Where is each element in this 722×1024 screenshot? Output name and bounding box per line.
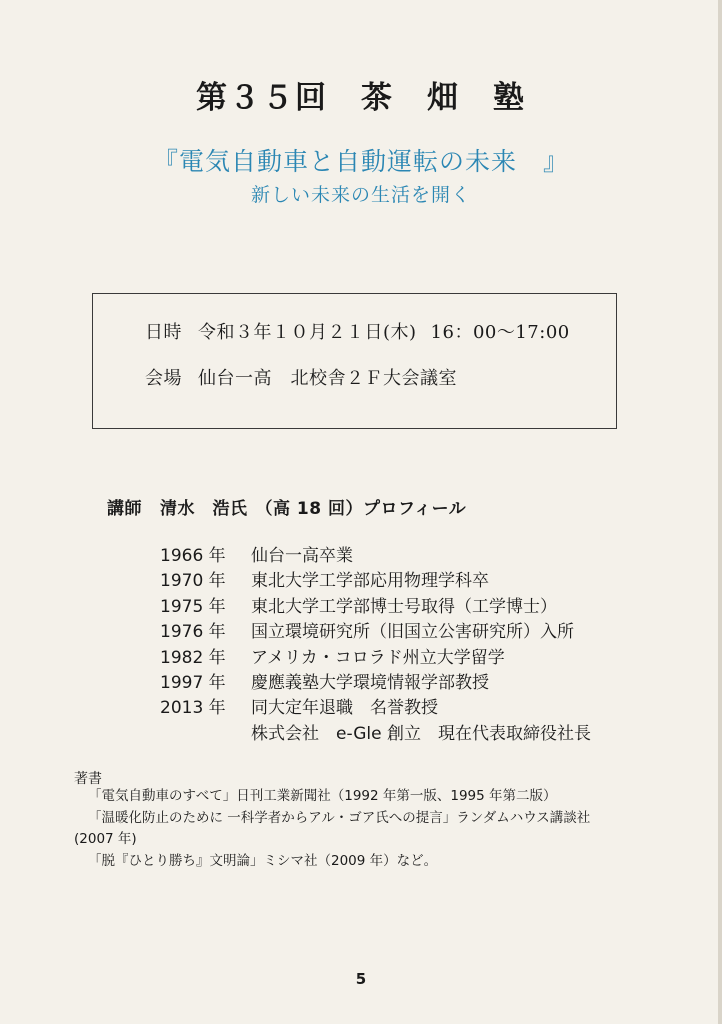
lecture-title: 『電気自動車と自動運転の未来 』 [152, 147, 569, 176]
venue-line [145, 364, 457, 390]
career-text: 仙台一高卒業 [251, 546, 353, 566]
venue-label: 会場 [145, 368, 182, 389]
career-text: 東北大学工学部応用物理学科卒 [251, 571, 489, 592]
date-value: 令和３年１０月２１日(木) [198, 322, 417, 343]
lecturer-name: 清水 浩氏 [160, 499, 248, 519]
career-row [160, 646, 505, 671]
book-line: (2007 年) [74, 831, 137, 847]
book-line: 「脱『ひとり勝ち』文明論」ミシマ社（2009 年）など。 [88, 852, 438, 869]
book-line: 「電気自動車のすべて」日刊工業新聞社（1992 年第一版、1995 年第二版） [88, 788, 557, 804]
career-text: 国立環境研究所（旧国立公害研究所）入所 [251, 622, 574, 643]
venue-value: 仙台一高 北校舎２Ｆ大会議室 [198, 368, 457, 389]
lecture-subtitle: 新しい未来の生活を開く [250, 184, 471, 206]
lecturer-label: 講師 [107, 499, 142, 519]
lecturer-profile-suffix: （高 18 回）プロフィール [255, 499, 467, 519]
date-line [145, 318, 570, 344]
career-year: 1966 年 [160, 546, 226, 566]
lecturer-heading [107, 494, 466, 519]
career-row [160, 620, 574, 645]
career-text: アメリカ・コロラド州立大学留学 [251, 647, 505, 668]
time-value: 16：00～17:00 [430, 322, 570, 343]
career-row [160, 696, 438, 721]
event-info-box [92, 293, 617, 429]
page-title: 第３５回 茶 畑 塾 [196, 80, 526, 116]
career-text: 同大定年退職 名誉教授 [251, 698, 438, 719]
career-year: 2013 年 [160, 698, 226, 719]
career-text: 株式会社 e-Gle 創立 現在代表取締役社長 [251, 723, 591, 744]
career-row [160, 722, 591, 747]
books-list [74, 786, 674, 872]
page-number: 5 [355, 970, 367, 988]
date-label: 日時 [145, 322, 182, 343]
career-year: 1970 年 [160, 571, 226, 592]
career-text: 東北大学工学部博士号取得（工学博士） [251, 596, 557, 617]
career-row [160, 569, 489, 594]
career-row [160, 544, 353, 569]
career-text: 慶應義塾大学環境情報学部教授 [251, 672, 489, 693]
book-line: 「温暖化防止のために 一科学者からアル・ゴア氏への提言」ランダムハウス講談社 [88, 809, 591, 826]
career-year: 1975 年 [160, 596, 226, 617]
career-year: 1997 年 [160, 672, 226, 693]
career-year: 1976 年 [160, 622, 226, 643]
books-heading: 著書 [74, 771, 102, 787]
career-row [160, 595, 557, 620]
career-list [160, 544, 591, 747]
career-year: 1982 年 [160, 647, 226, 668]
career-row [160, 671, 489, 696]
